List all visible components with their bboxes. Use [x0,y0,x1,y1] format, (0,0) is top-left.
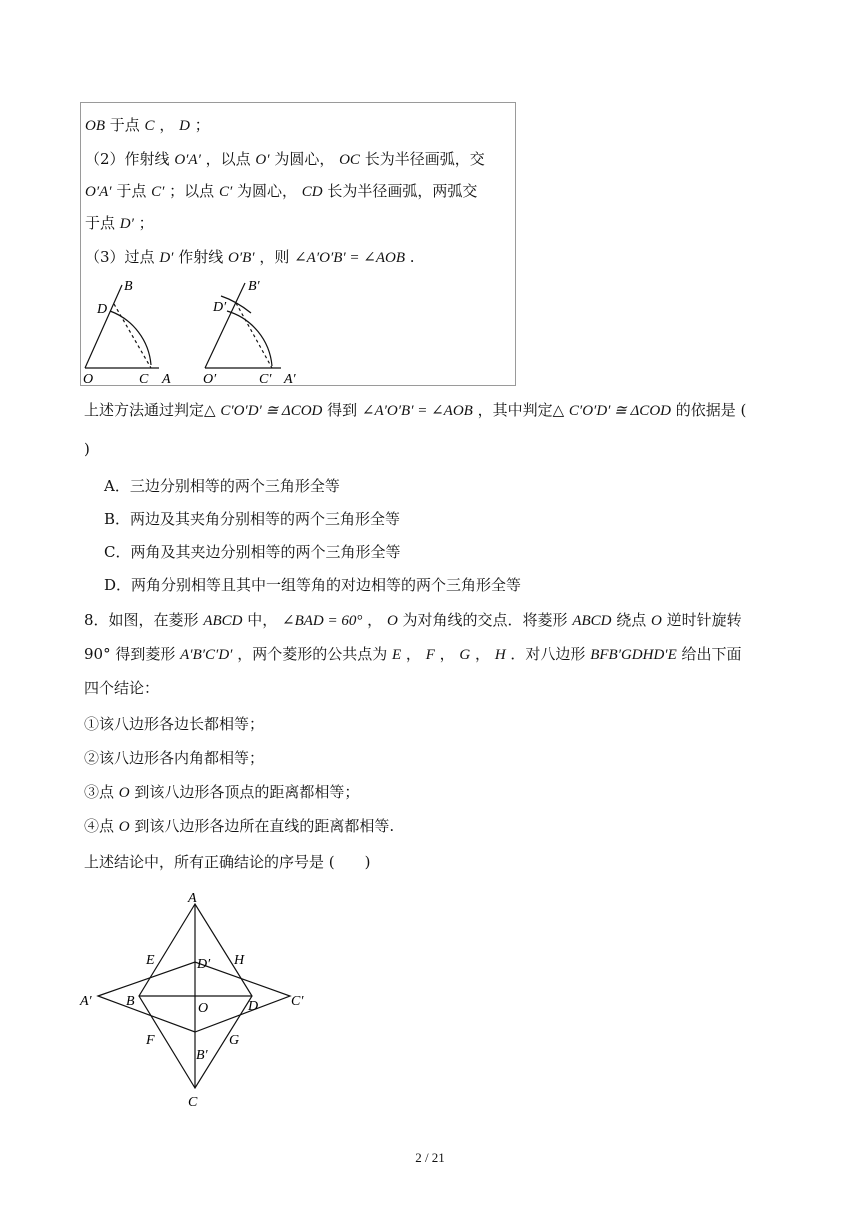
label-f: F [146,1033,155,1048]
right-angle-figure [205,283,281,368]
label-d: D [248,999,259,1014]
label-d2: D′ [213,300,227,315]
label-b2: B′ [248,279,260,294]
construction-steps-box [80,102,516,386]
page-number: 2 / 21 [415,1150,445,1165]
step2-line2: O′A′ 于点 C′ ；以点 C′ 为圆心， CD 长为半径画弧，两弧交 [85,182,478,200]
label-a2: A′ [80,994,92,1009]
q8-conclusion-1: ①该八边形各边长都相等； [84,715,265,733]
label-e: E [146,953,155,968]
label-a: A [162,372,171,385]
q7-option-c: C．两角及其夹边分别相等的两个三角形全等 [104,543,401,561]
step2-line1: （2）作射线 O′A′ ，以点 O′ 为圆心， OC 长为半径画弧，交 [85,150,485,168]
construction-figures [81,273,515,385]
q7-question-line1: 上述方法通过判定△ C′O′D′ ≅ ΔCOD 得到 ∠A′O′B′ = ∠AOB ，其中判定△ C′O′D′ ≅ ΔCOD 的依据是 ( [84,401,747,419]
q8-line1: 8．如图，在菱形 ABCD 中， ∠BAD = 60° ， O 为对角线的交点．将菱形 ABCD 绕点 O 逆时针旋转 [84,611,742,629]
q8-line2: 90° 得到菱形 A′B′C′D′ ，两个菱形的公共点为 E ， F ， G ， H ．对八边形 BFB′GDHD′E 给出下面 [84,645,742,663]
arc-main [227,311,272,366]
label-b: B [126,994,135,1009]
segment-cd [114,304,151,368]
label-b2: B′ [196,1048,208,1063]
label-a: A [188,891,197,906]
label-a2: A′ [284,372,296,385]
q7-option-d: D．两角分别相等且其中一组等角的对边相等的两个三角形全等 [104,576,522,594]
label-c: C [139,372,149,385]
label-c2: C′ [259,372,272,385]
q7-question-line2: ) [84,440,90,458]
label-g: G [229,1033,240,1048]
label-b: B [124,279,133,294]
label-h: H [234,953,245,968]
label-d2: D′ [197,957,211,972]
label-o2: O′ [203,372,217,385]
label-c2: C′ [291,994,304,1009]
q8-conclusion-2: ②该八边形各内角都相等； [84,749,265,767]
step2-line3: 于点 D′ ； [85,214,154,232]
q8-question: 上述结论中，所有正确结论的序号是 ( ) [84,853,371,871]
q7-option-a: A．三边分别相等的两个三角形全等 [104,477,340,495]
q8-line3: 四个结论： [84,679,160,697]
left-angle-figure [85,285,159,368]
rhombus-figure [76,884,336,1114]
label-o: O [83,372,94,385]
label-c: C [188,1095,198,1110]
q7-option-b: B．两边及其夹角分别相等的两个三角形全等 [104,510,401,528]
ray-ob [85,285,122,368]
q8-conclusion-4: ④点 O 到该八边形各边所在直线的距离都相等. [84,817,395,835]
q8-conclusion-3: ③点 O 到该八边形各顶点的距离都相等； [84,783,360,801]
label-d: D [97,302,108,317]
step3: （3）过点 D′ 作射线 O′B′ ，则 ∠A′O′B′ = ∠AOB . [85,248,415,266]
step1-tail: OB 于点 C ， D ； [85,116,210,134]
ray-o2b2 [205,283,245,368]
segment-c2d2 [236,303,272,368]
label-o: O [198,1001,209,1016]
